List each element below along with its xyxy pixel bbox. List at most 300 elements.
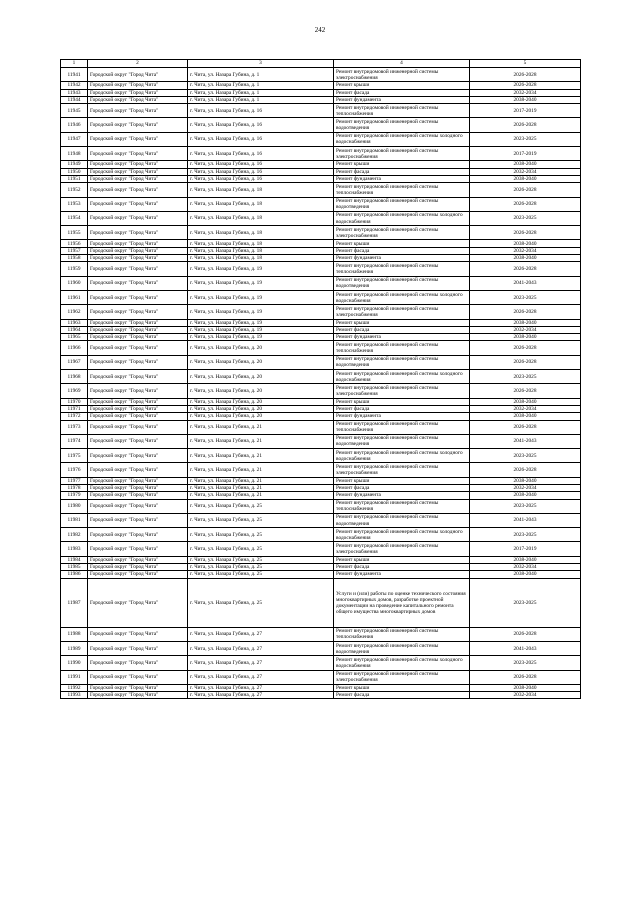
address-cell: г. Чита, ул. Назара Губина, д. 19: [188, 276, 334, 290]
municipality-cell: Городской округ "Город Чита": [88, 147, 188, 161]
table-row: [61, 413, 581, 420]
municipality-cell: Городской округ "Город Чита": [88, 370, 188, 384]
work-type-cell: Ремонт внутридомовой инженерной системы теплоснабжения: [334, 262, 470, 276]
table-row: [61, 355, 581, 369]
period-cell: 2038-2040: [470, 492, 581, 499]
address-cell: г. Чита, ул. Назара Губина, д. 25: [188, 564, 334, 571]
municipality-cell: Городской округ "Город Чита": [88, 398, 188, 405]
row-number-cell: 11981: [61, 513, 88, 527]
period-cell: 2023-2025: [470, 528, 581, 542]
work-type-cell: Ремонт внутридомовой инженерной системы электроснабжения: [334, 670, 470, 684]
work-type-cell: Ремонт внутридомовой инженерной системы холодного водоснабжения: [334, 211, 470, 225]
municipality-cell: Городской округ "Город Чита": [88, 82, 188, 89]
period-cell: 2026-2028: [470, 463, 581, 477]
table-row: [61, 104, 581, 118]
municipality-cell: Городской округ "Город Чита": [88, 341, 188, 355]
address-cell: г. Чита, ул. Назара Губина, д. 25: [188, 528, 334, 542]
table-row: [61, 370, 581, 384]
period-cell: 2038-2040: [470, 334, 581, 341]
table-row: [61, 556, 581, 563]
address-cell: г. Чита, ул. Назара Губина, д. 25: [188, 499, 334, 513]
municipality-cell: Городской округ "Город Чита": [88, 692, 188, 699]
municipality-cell: Городской округ "Город Чита": [88, 571, 188, 578]
work-type-cell: Ремонт внутридомовой инженерной системы теплоснабжения: [334, 341, 470, 355]
work-type-cell: Ремонт внутридомовой инженерной системы электроснабжения: [334, 68, 470, 82]
address-cell: г. Чита, ул. Назара Губина, д. 1: [188, 96, 334, 103]
row-number-cell: 11970: [61, 398, 88, 405]
work-type-cell: Ремонт фасада: [334, 247, 470, 254]
work-type-cell: Ремонт внутридомовой инженерной системы теплоснабжения: [334, 627, 470, 641]
address-cell: г. Чита, ул. Назара Губина, д. 27: [188, 656, 334, 670]
row-number-cell: 11979: [61, 492, 88, 499]
work-type-cell: Ремонт внутридомовой инженерной системы электроснабжения: [334, 384, 470, 398]
table-row: [61, 197, 581, 211]
municipality-cell: Городской округ "Город Чита": [88, 197, 188, 211]
work-type-cell: Ремонт внутридомовой инженерной системы холодного водоснабжения: [334, 449, 470, 463]
address-cell: г. Чита, ул. Назара Губина, д. 16: [188, 175, 334, 182]
address-cell: г. Чита, ул. Назара Губина, д. 21: [188, 449, 334, 463]
address-cell: г. Чита, ул. Назара Губина, д. 25: [188, 556, 334, 563]
address-cell: г. Чита, ул. Назара Губина, д. 16: [188, 147, 334, 161]
municipality-cell: Городской округ "Город Чита": [88, 542, 188, 556]
municipality-cell: Городской округ "Город Чита": [88, 262, 188, 276]
address-cell: г. Чита, ул. Назара Губина, д. 21: [188, 484, 334, 491]
row-number-cell: 11952: [61, 183, 88, 197]
table-row: [61, 405, 581, 412]
row-number-cell: 11978: [61, 484, 88, 491]
table-row: [61, 564, 581, 571]
table-row: [61, 528, 581, 542]
period-cell: 2026-2028: [470, 82, 581, 89]
row-number-cell: 11990: [61, 656, 88, 670]
municipality-cell: Городской округ "Город Чита": [88, 305, 188, 319]
period-cell: 2026-2028: [470, 68, 581, 82]
work-type-cell: Услуги и (или) работы по оценке технического состояния многоквартирных домов, разработке проектной документации на проведение капитального ремонта общего имущества многоквартирных домов: [334, 578, 470, 627]
address-cell: г. Чита, ул. Назара Губина, д. 21: [188, 463, 334, 477]
work-type-cell: Ремонт фундамента: [334, 96, 470, 103]
period-cell: 2038-2040: [470, 413, 581, 420]
row-number-cell: 11959: [61, 262, 88, 276]
address-cell: г. Чита, ул. Назара Губина, д. 25: [188, 513, 334, 527]
row-number-cell: 11956: [61, 240, 88, 247]
municipality-cell: Городской округ "Город Чита": [88, 326, 188, 333]
municipality-cell: Городской округ "Город Чита": [88, 255, 188, 262]
work-type-cell: Ремонт внутридомовой инженерной системы водоотведения: [334, 355, 470, 369]
work-type-cell: Ремонт фасада: [334, 564, 470, 571]
municipality-cell: Городской округ "Город Чита": [88, 240, 188, 247]
work-type-cell: Ремонт крыши: [334, 684, 470, 691]
address-cell: г. Чита, ул. Назара Губина, д. 18: [188, 226, 334, 240]
municipality-cell: Городской округ "Город Чита": [88, 175, 188, 182]
column-header: 3: [188, 60, 334, 68]
address-cell: г. Чита, ул. Назара Губина, д. 19: [188, 305, 334, 319]
period-cell: 2038-2040: [470, 477, 581, 484]
table-row: [61, 247, 581, 254]
row-number-cell: 11968: [61, 370, 88, 384]
work-type-cell: Ремонт фасада: [334, 692, 470, 699]
row-number-cell: 11972: [61, 413, 88, 420]
address-cell: г. Чита, ул. Назара Губина, д. 18: [188, 255, 334, 262]
table-row: [61, 255, 581, 262]
work-type-cell: Ремонт внутридомовой инженерной системы водоотведения: [334, 276, 470, 290]
work-type-cell: Ремонт фундамента: [334, 571, 470, 578]
municipality-cell: Городской округ "Город Чита": [88, 413, 188, 420]
work-type-cell: Ремонт крыши: [334, 556, 470, 563]
row-number-cell: 11985: [61, 564, 88, 571]
work-type-cell: Ремонт внутридомовой инженерной системы водоотведения: [334, 641, 470, 655]
period-cell: 2041-2043: [470, 513, 581, 527]
table-row: [61, 211, 581, 225]
row-number-cell: 11966: [61, 341, 88, 355]
table-row: [61, 499, 581, 513]
row-number-cell: 11955: [61, 226, 88, 240]
work-type-cell: Ремонт крыши: [334, 398, 470, 405]
period-cell: 2026-2028: [470, 305, 581, 319]
row-number-cell: 11953: [61, 197, 88, 211]
municipality-cell: Городской округ "Город Чита": [88, 656, 188, 670]
address-cell: г. Чита, ул. Назара Губина, д. 20: [188, 405, 334, 412]
address-cell: г. Чита, ул. Назара Губина, д. 19: [188, 334, 334, 341]
address-cell: г. Чита, ул. Назара Губина, д. 18: [188, 247, 334, 254]
municipality-cell: Городской округ "Город Чита": [88, 211, 188, 225]
row-number-cell: 11954: [61, 211, 88, 225]
period-cell: 2038-2040: [470, 255, 581, 262]
municipality-cell: Городской округ "Город Чита": [88, 477, 188, 484]
municipality-cell: Городской округ "Город Чита": [88, 247, 188, 254]
work-type-cell: Ремонт внутридомовой инженерной системы водоотведения: [334, 197, 470, 211]
row-number-cell: 11958: [61, 255, 88, 262]
municipality-cell: Городской округ "Город Чита": [88, 627, 188, 641]
row-number-cell: 11941: [61, 68, 88, 82]
period-cell: 2017-2019: [470, 147, 581, 161]
table-row: [61, 183, 581, 197]
period-cell: 2017-2019: [470, 104, 581, 118]
period-cell: 2023-2025: [470, 370, 581, 384]
municipality-cell: Городской округ "Город Чита": [88, 578, 188, 627]
row-number-cell: 11992: [61, 684, 88, 691]
municipality-cell: Городской округ "Город Чита": [88, 449, 188, 463]
work-type-cell: Ремонт внутридомовой инженерной системы теплоснабжения: [334, 183, 470, 197]
period-cell: 2023-2025: [470, 656, 581, 670]
table-row: [61, 82, 581, 89]
address-cell: г. Чита, ул. Назара Губина, д. 25: [188, 571, 334, 578]
work-type-cell: Ремонт внутридомовой инженерной системы электроснабжения: [334, 226, 470, 240]
address-cell: г. Чита, ул. Назара Губина, д. 21: [188, 477, 334, 484]
municipality-cell: Городской округ "Город Чита": [88, 528, 188, 542]
address-cell: г. Чита, ул. Назара Губина, д. 27: [188, 641, 334, 655]
page-number: 242: [314, 26, 326, 34]
address-cell: г. Чита, ул. Назара Губина, д. 16: [188, 132, 334, 146]
address-cell: г. Чита, ул. Назара Губина, д. 21: [188, 420, 334, 434]
municipality-cell: Городской округ "Город Чита": [88, 161, 188, 168]
column-header: 1: [61, 60, 88, 68]
period-cell: 2023-2025: [470, 578, 581, 627]
header-row: [61, 60, 581, 68]
municipality-cell: Городской округ "Город Чита": [88, 384, 188, 398]
address-cell: г. Чита, ул. Назара Губина, д. 27: [188, 627, 334, 641]
table-row: [61, 226, 581, 240]
work-type-cell: Ремонт фундамента: [334, 175, 470, 182]
work-type-cell: Ремонт внутридомовой инженерной системы холодного водоснабжения: [334, 656, 470, 670]
table-row: [61, 398, 581, 405]
table-row: [61, 290, 581, 304]
period-cell: 2023-2025: [470, 290, 581, 304]
row-number-cell: 11963: [61, 319, 88, 326]
row-number-cell: 11989: [61, 641, 88, 655]
work-type-cell: Ремонт крыши: [334, 477, 470, 484]
table-row: [61, 484, 581, 491]
municipality-cell: Городской округ "Город Чита": [88, 68, 188, 82]
address-cell: г. Чита, ул. Назара Губина, д. 20: [188, 384, 334, 398]
table-row: [61, 420, 581, 434]
period-cell: 2026-2028: [470, 384, 581, 398]
period-cell: 2038-2040: [470, 161, 581, 168]
municipality-cell: Городской округ "Город Чита": [88, 319, 188, 326]
period-cell: 2032-2034: [470, 405, 581, 412]
work-type-cell: Ремонт фасада: [334, 405, 470, 412]
row-number-cell: 11983: [61, 542, 88, 556]
table-row: [61, 434, 581, 448]
work-type-cell: Ремонт внутридомовой инженерной системы электроснабжения: [334, 147, 470, 161]
work-type-cell: Ремонт крыши: [334, 161, 470, 168]
row-number-cell: 11977: [61, 477, 88, 484]
work-type-cell: Ремонт фасада: [334, 484, 470, 491]
municipality-cell: Городской округ "Город Чита": [88, 499, 188, 513]
table-row: [61, 175, 581, 182]
row-number-cell: 11971: [61, 405, 88, 412]
table-row: [61, 341, 581, 355]
work-type-cell: Ремонт внутридомовой инженерной системы водоотведения: [334, 434, 470, 448]
period-cell: 2026-2028: [470, 420, 581, 434]
table-row: [61, 118, 581, 132]
work-type-cell: Ремонт фасада: [334, 168, 470, 175]
work-type-cell: Ремонт внутридомовой инженерной системы водоотведения: [334, 118, 470, 132]
work-type-cell: Ремонт фасада: [334, 326, 470, 333]
period-cell: 2038-2040: [470, 684, 581, 691]
work-type-cell: Ремонт внутридомовой инженерной системы холодного водоснабжения: [334, 528, 470, 542]
table-row: [61, 326, 581, 333]
row-number-cell: 11964: [61, 326, 88, 333]
address-cell: г. Чита, ул. Назара Губина, д. 27: [188, 670, 334, 684]
work-type-cell: Ремонт крыши: [334, 319, 470, 326]
table-row: [61, 571, 581, 578]
municipality-cell: Городской округ "Город Чита": [88, 118, 188, 132]
table-row: [61, 68, 581, 82]
column-header: 4: [334, 60, 470, 68]
address-cell: г. Чита, ул. Назара Губина, д. 1: [188, 82, 334, 89]
table-row: [61, 684, 581, 691]
repair-schedule-table: [60, 59, 581, 699]
period-cell: 2026-2028: [470, 341, 581, 355]
row-number-cell: 11949: [61, 161, 88, 168]
period-cell: 2023-2025: [470, 499, 581, 513]
period-cell: 2026-2028: [470, 118, 581, 132]
municipality-cell: Городской округ "Город Чита": [88, 463, 188, 477]
period-cell: 2032-2034: [470, 564, 581, 571]
period-cell: 2026-2028: [470, 226, 581, 240]
municipality-cell: Городской округ "Город Чита": [88, 334, 188, 341]
row-number-cell: 11951: [61, 175, 88, 182]
period-cell: 2038-2040: [470, 319, 581, 326]
table-row: [61, 96, 581, 103]
municipality-cell: Городской округ "Город Чита": [88, 684, 188, 691]
municipality-cell: Городской округ "Город Чита": [88, 290, 188, 304]
table-row: [61, 656, 581, 670]
address-cell: г. Чита, ул. Назара Губина, д. 20: [188, 341, 334, 355]
row-number-cell: 11993: [61, 692, 88, 699]
period-cell: 2032-2034: [470, 692, 581, 699]
work-type-cell: Ремонт фундамента: [334, 334, 470, 341]
row-number-cell: 11947: [61, 132, 88, 146]
work-type-cell: Ремонт внутридомовой инженерной системы холодного водоснабжения: [334, 290, 470, 304]
table-row: [61, 161, 581, 168]
table-row: [61, 319, 581, 326]
municipality-cell: Городской округ "Город Чита": [88, 89, 188, 96]
period-cell: 2032-2034: [470, 247, 581, 254]
work-type-cell: Ремонт внутридомовой инженерной системы холодного водоснабжения: [334, 132, 470, 146]
address-cell: г. Чита, ул. Назара Губина, д. 1: [188, 68, 334, 82]
period-cell: 2038-2040: [470, 175, 581, 182]
table-row: [61, 542, 581, 556]
address-cell: г. Чита, ул. Назара Губина, д. 27: [188, 684, 334, 691]
work-type-cell: Ремонт фасада: [334, 89, 470, 96]
row-number-cell: 11961: [61, 290, 88, 304]
row-number-cell: 11967: [61, 355, 88, 369]
row-number-cell: 11965: [61, 334, 88, 341]
municipality-cell: Городской округ "Город Чита": [88, 96, 188, 103]
address-cell: г. Чита, ул. Назара Губина, д. 18: [188, 197, 334, 211]
address-cell: г. Чита, ул. Назара Губина, д. 20: [188, 398, 334, 405]
table-row: [61, 627, 581, 641]
work-type-cell: Ремонт крыши: [334, 240, 470, 247]
work-type-cell: Ремонт внутридомовой инженерной системы теплоснабжения: [334, 420, 470, 434]
row-number-cell: 11945: [61, 104, 88, 118]
address-cell: г. Чита, ул. Назара Губина, д. 20: [188, 370, 334, 384]
work-type-cell: Ремонт внутридомовой инженерной системы электроснабжения: [334, 305, 470, 319]
table-row: [61, 692, 581, 699]
work-type-cell: Ремонт внутридомовой инженерной системы теплоснабжения: [334, 104, 470, 118]
period-cell: 2026-2028: [470, 355, 581, 369]
municipality-cell: Городской округ "Город Чита": [88, 405, 188, 412]
row-number-cell: 11944: [61, 96, 88, 103]
table-row: [61, 132, 581, 146]
row-number-cell: 11948: [61, 147, 88, 161]
row-number-cell: 11943: [61, 89, 88, 96]
period-cell: 2023-2025: [470, 449, 581, 463]
period-cell: 2038-2040: [470, 240, 581, 247]
address-cell: г. Чита, ул. Назара Губина, д. 25: [188, 542, 334, 556]
column-header: 5: [470, 60, 581, 68]
period-cell: 2038-2040: [470, 571, 581, 578]
address-cell: г. Чита, ул. Назара Губина, д. 19: [188, 326, 334, 333]
address-cell: г. Чита, ул. Назара Губина, д. 18: [188, 211, 334, 225]
address-cell: г. Чита, ул. Назара Губина, д. 19: [188, 319, 334, 326]
work-type-cell: Ремонт крыши: [334, 82, 470, 89]
period-cell: 2032-2034: [470, 89, 581, 96]
row-number-cell: 11987: [61, 578, 88, 627]
table-row: [61, 334, 581, 341]
row-number-cell: 11950: [61, 168, 88, 175]
period-cell: 2017-2019: [470, 542, 581, 556]
work-type-cell: Ремонт внутридомовой инженерной системы электроснабжения: [334, 463, 470, 477]
table-row: [61, 276, 581, 290]
period-cell: 2038-2040: [470, 398, 581, 405]
table-row: [61, 147, 581, 161]
period-cell: 2026-2028: [470, 183, 581, 197]
period-cell: 2041-2043: [470, 434, 581, 448]
table-row: [61, 641, 581, 655]
row-number-cell: 11946: [61, 118, 88, 132]
municipality-cell: Городской округ "Город Чита": [88, 670, 188, 684]
municipality-cell: Городской округ "Город Чита": [88, 564, 188, 571]
period-cell: 2038-2040: [470, 96, 581, 103]
period-cell: 2032-2034: [470, 168, 581, 175]
period-cell: 2041-2043: [470, 641, 581, 655]
row-number-cell: 11980: [61, 499, 88, 513]
address-cell: г. Чита, ул. Назара Губина, д. 16: [188, 118, 334, 132]
work-type-cell: Ремонт фундамента: [334, 413, 470, 420]
address-cell: г. Чита, ул. Назара Губина, д. 19: [188, 290, 334, 304]
municipality-cell: Городской округ "Город Чита": [88, 276, 188, 290]
period-cell: 2026-2028: [470, 197, 581, 211]
table-row: [61, 89, 581, 96]
period-cell: 2026-2028: [470, 627, 581, 641]
period-cell: 2026-2028: [470, 670, 581, 684]
municipality-cell: Городской округ "Город Чита": [88, 513, 188, 527]
period-cell: 2032-2034: [470, 484, 581, 491]
period-cell: 2023-2025: [470, 211, 581, 225]
period-cell: 2026-2028: [470, 262, 581, 276]
address-cell: г. Чита, ул. Назара Губина, д. 20: [188, 413, 334, 420]
table-row: [61, 477, 581, 484]
table-row: [61, 168, 581, 175]
period-cell: 2041-2043: [470, 276, 581, 290]
address-cell: г. Чита, ул. Назара Губина, д. 16: [188, 168, 334, 175]
row-number-cell: 11986: [61, 571, 88, 578]
period-cell: 2023-2025: [470, 132, 581, 146]
table-body: [61, 68, 581, 699]
row-number-cell: 11973: [61, 420, 88, 434]
municipality-cell: Городской округ "Город Чита": [88, 104, 188, 118]
table-row: [61, 513, 581, 527]
address-cell: г. Чита, ул. Назара Губина, д. 19: [188, 262, 334, 276]
row-number-cell: 11991: [61, 670, 88, 684]
row-number-cell: 11976: [61, 463, 88, 477]
municipality-cell: Городской округ "Город Чита": [88, 132, 188, 146]
row-number-cell: 11974: [61, 434, 88, 448]
municipality-cell: Городской округ "Город Чита": [88, 434, 188, 448]
address-cell: г. Чита, ул. Назара Губина, д. 16: [188, 104, 334, 118]
municipality-cell: Городской округ "Город Чита": [88, 168, 188, 175]
work-type-cell: Ремонт внутридомовой инженерной системы водоотведения: [334, 513, 470, 527]
row-number-cell: 11984: [61, 556, 88, 563]
municipality-cell: Городской округ "Город Чита": [88, 183, 188, 197]
row-number-cell: 11960: [61, 276, 88, 290]
municipality-cell: Городской округ "Город Чита": [88, 420, 188, 434]
table-row: [61, 262, 581, 276]
municipality-cell: Городской округ "Город Чита": [88, 484, 188, 491]
row-number-cell: 11988: [61, 627, 88, 641]
address-cell: г. Чита, ул. Назара Губина, д. 18: [188, 183, 334, 197]
work-type-cell: Ремонт внутридомовой инженерной системы теплоснабжения: [334, 499, 470, 513]
row-number-cell: 11962: [61, 305, 88, 319]
address-cell: г. Чита, ул. Назара Губина, д. 25: [188, 578, 334, 627]
row-number-cell: 11942: [61, 82, 88, 89]
municipality-cell: Городской округ "Город Чита": [88, 556, 188, 563]
address-cell: г. Чита, ул. Назара Губина, д. 20: [188, 355, 334, 369]
table-row: [61, 670, 581, 684]
column-header: 2: [88, 60, 188, 68]
